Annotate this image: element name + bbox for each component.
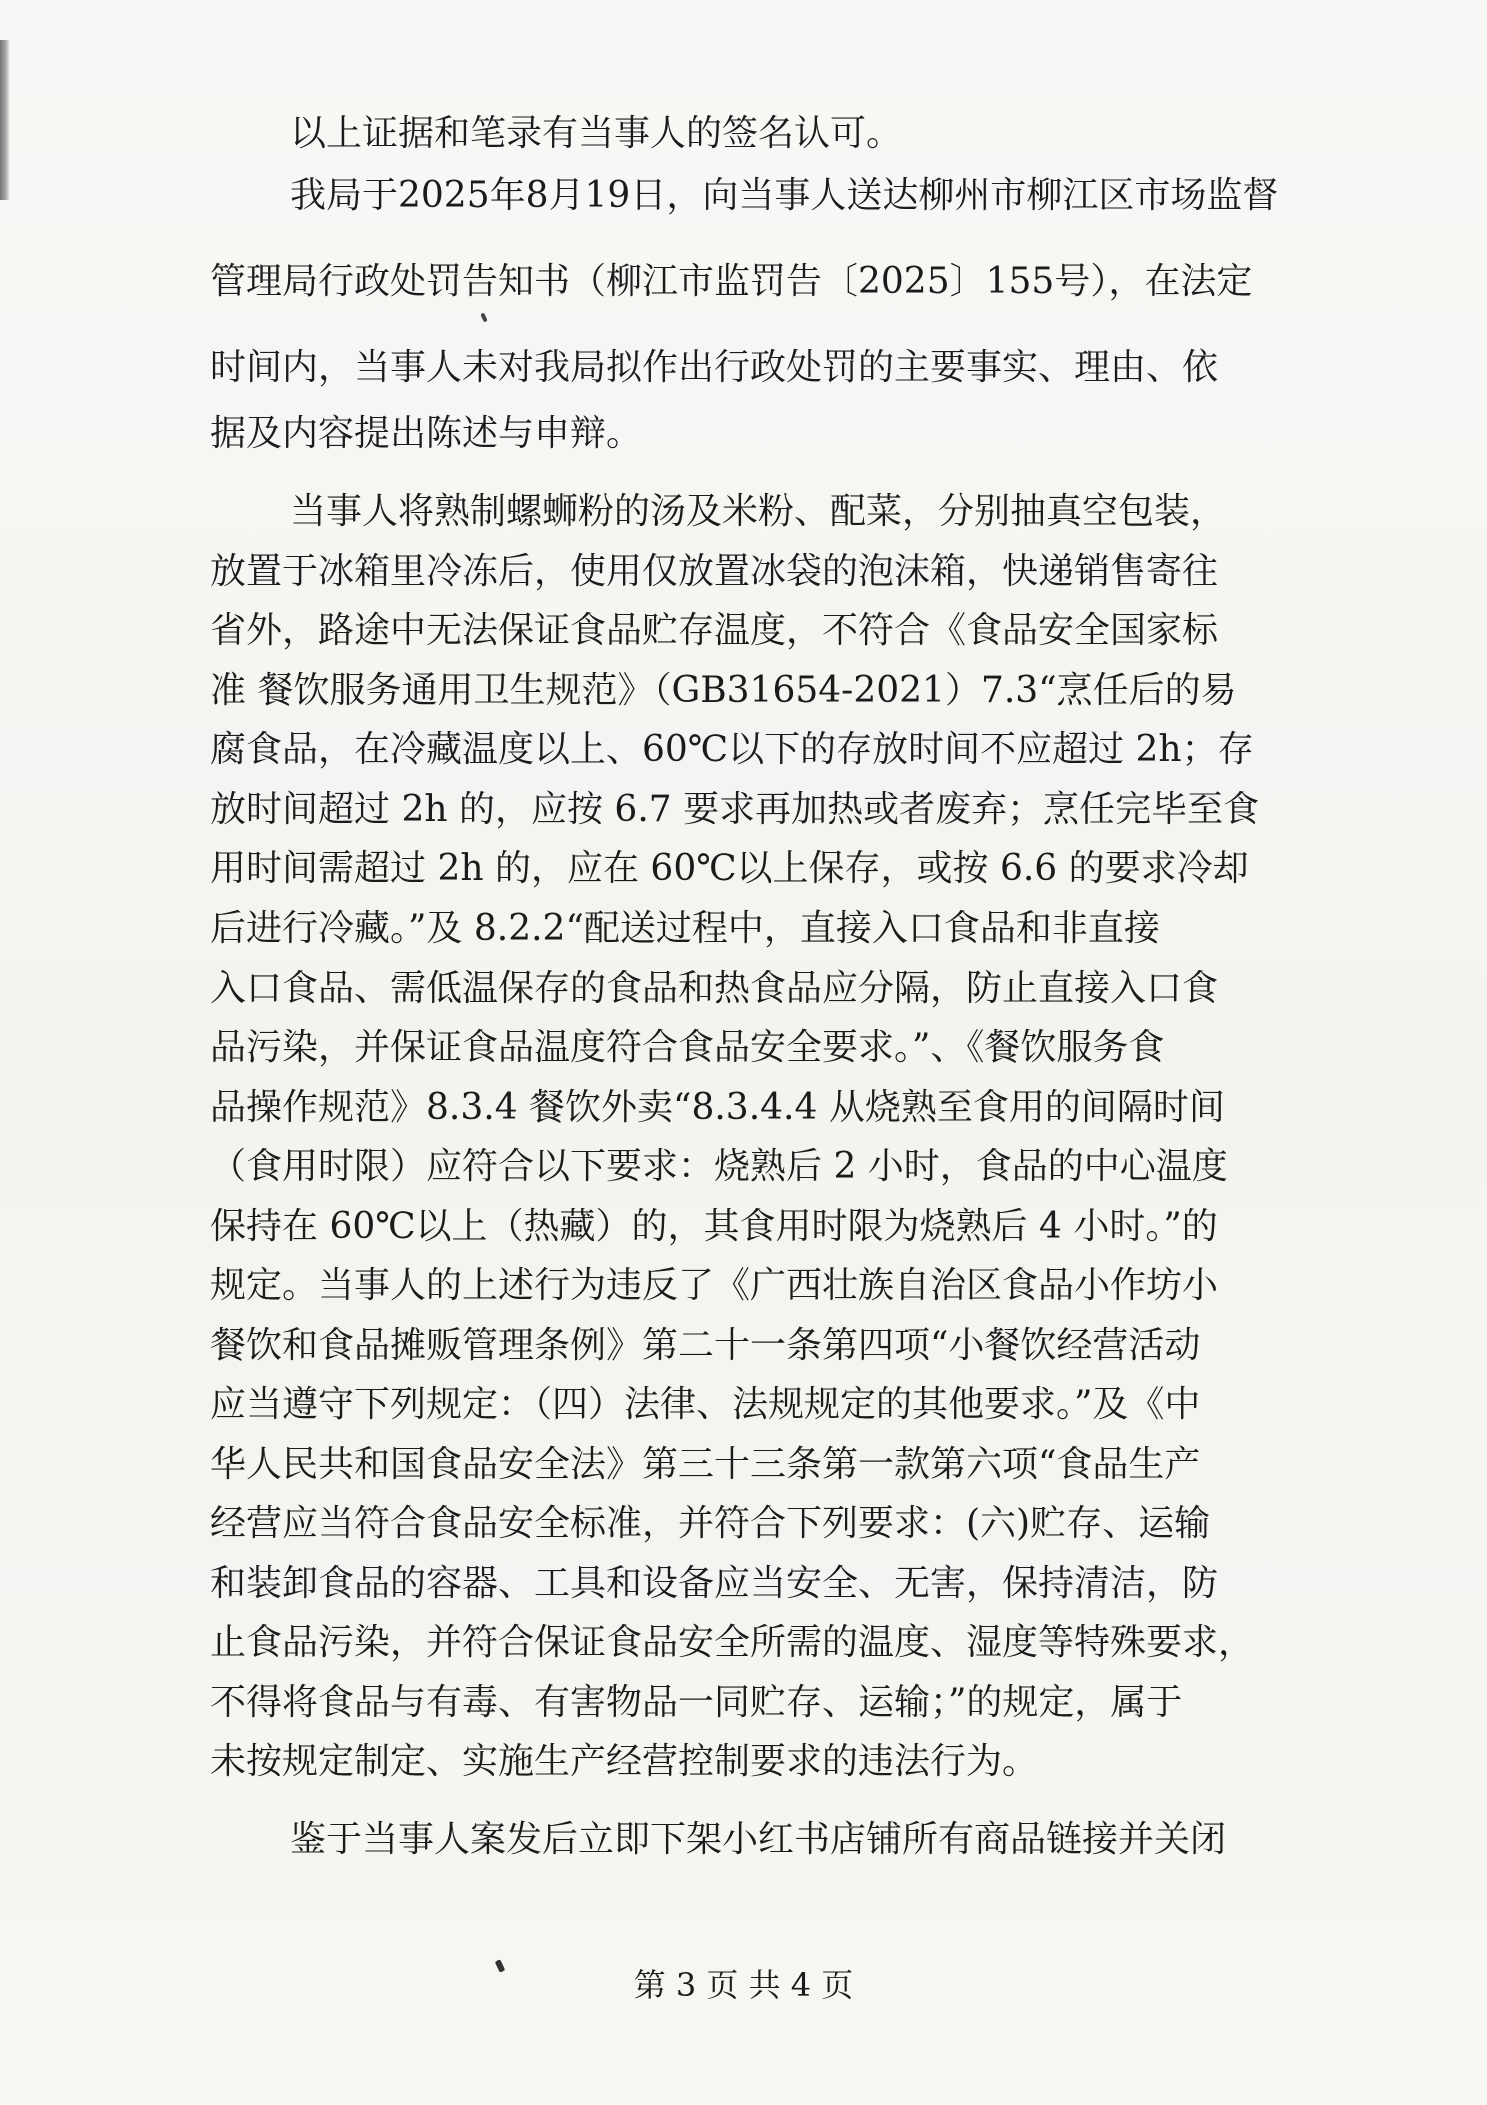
text-line: 我局于2025年8月19日，向当事人送达柳州市柳江区市场监督 — [290, 175, 1279, 216]
scan-edge-shadow — [0, 40, 10, 200]
text-line: 应当遵守下列规定：（四）法律、法规规定的其他要求。”及《中 — [210, 1384, 1201, 1425]
text-line: 品操作规范》8.3.4 餐饮外卖“8.3.4.4 从烧熟至食用的间隔时间 — [210, 1087, 1225, 1128]
text-line: 鉴于当事人案发后立即下架小红书店铺所有商品链接并关闭 — [290, 1819, 1227, 1860]
text-line: 管理局行政处罚告知书（柳江市监罚告〔2025〕155号），在法定 — [210, 261, 1253, 302]
text-line: 准 餐饮服务通用卫生规范》（GB31654-2021）7.3“烹任后的易 — [210, 670, 1237, 711]
text-line: 腐食品，在冷藏温度以上、60℃以下的存放时间不应超过 2h；存 — [210, 729, 1254, 770]
text-line: 当事人将熟制螺蛳粉的汤及米粉、配菜，分别抽真空包装， — [290, 491, 1227, 532]
text-line: 保持在 60℃以上（热藏）的，其食用时限为烧熟后 4 小时。”的 — [210, 1206, 1218, 1247]
text-line: 止食品污染，并符合保证食品安全所需的温度、湿度等特殊要求， — [210, 1622, 1255, 1663]
text-line: 据及内容提出陈述与申辩。 — [210, 413, 643, 454]
text-line: 后进行冷藏。”及 8.2.2“配送过程中，直接入口食品和非直接 — [210, 908, 1160, 949]
text-line: 时间内，当事人未对我局拟作出行政处罚的主要事实、理由、依 — [210, 347, 1219, 388]
text-line: 放置于冰箱里冷冻后，使用仅放置冰袋的泡沫箱，快递销售寄往 — [210, 551, 1219, 592]
text-line: 省外，路途中无法保证食品贮存温度，不符合《食品安全国家标 — [210, 610, 1219, 651]
text-line: 品污染，并保证食品温度符合食品安全要求。”、《餐饮服务食 — [210, 1027, 1165, 1068]
scan-speck — [480, 313, 487, 323]
text-line: 和装卸食品的容器、工具和设备应当安全、无害，保持清洁，防 — [210, 1563, 1219, 1604]
text-line: 入口食品、需低温保存的食品和热食品应分隔，防止直接入口食 — [210, 968, 1219, 1009]
text-line: 用时间需超过 2h 的，应在 60℃以上保存，或按 6.6 的要求冷却 — [210, 848, 1249, 889]
text-line: 放时间超过 2h 的，应按 6.7 要求再加热或者废弃；烹任完毕至食 — [210, 789, 1260, 830]
page-number: 第 3 页 共 4 页 — [633, 1966, 854, 2004]
text-line: 以上证据和笔录有当事人的签名认可。 — [290, 113, 903, 154]
text-line: 未按规定制定、实施生产经营控制要求的违法行为。 — [210, 1741, 1039, 1782]
text-line: 华人民共和国食品安全法》第三十三条第一款第六项“食品生产 — [210, 1444, 1201, 1485]
text-line: 餐饮和食品摊贩管理条例》第二十一条第四项“小餐饮经营活动 — [210, 1325, 1201, 1366]
text-line: 经营应当符合食品安全标准，并符合下列要求：(六)贮存、运输 — [210, 1503, 1211, 1544]
text-line: 规定。当事人的上述行为违反了《广西壮族自治区食品小作坊小 — [210, 1265, 1219, 1306]
text-line: 不得将食品与有毒、有害物品一同贮存、运输；”的规定，属于 — [210, 1682, 1183, 1723]
text-line: （食用时限）应符合以下要求：烧熟后 2 小时，食品的中心温度 — [210, 1146, 1228, 1187]
